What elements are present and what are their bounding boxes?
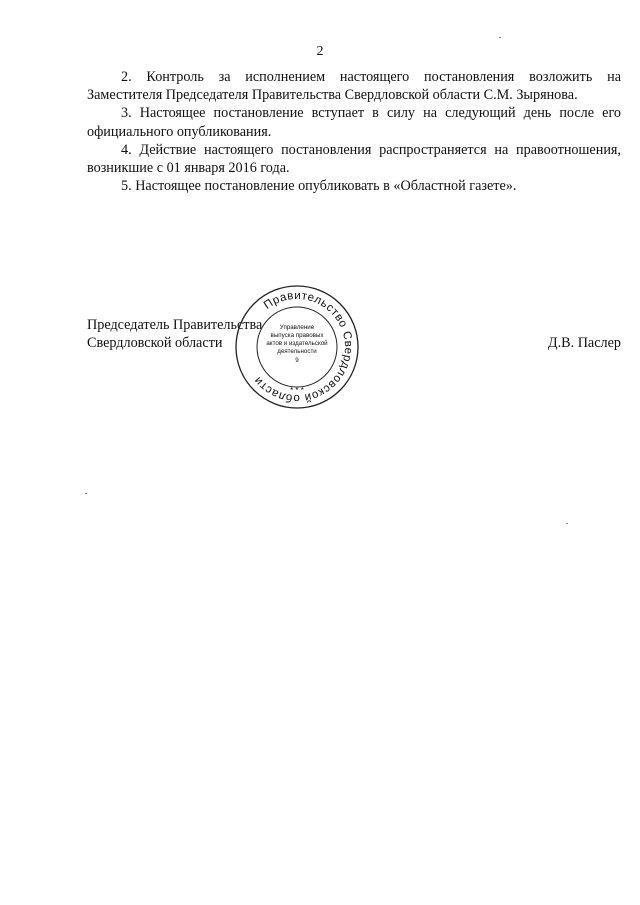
scan-speck (499, 37, 501, 38)
document-body (87, 68, 621, 195)
svg-text:выпуска правовых: выпуска правовых (270, 332, 324, 339)
signer-title-line1: Председатель Правительства (87, 317, 263, 333)
scan-speck (566, 523, 568, 524)
svg-text:Управление: Управление (279, 324, 315, 331)
official-seal (233, 283, 361, 411)
seal-center-text (266, 324, 328, 364)
scan-speck (85, 493, 87, 494)
svg-text:актов и издательской: актов и издательской (266, 340, 328, 347)
paragraph-2: 2. Контроль за исполнением настоящего постановления возложить на Заместителя Председателя Правительства Свердловской области С.М. Зырянова. (87, 69, 621, 104)
paragraph-4: 4. Действие настоящего постановления распространяется на правоотношения, возникшие с 01 января 2016 года. (87, 141, 621, 177)
paragraph-5: 5. Настоящее постановление опубликовать в «Областной газете». (121, 178, 517, 195)
paragraph-3: 3. Настоящее постановление вступает в силу на следующий день после его официального опубликования. (87, 105, 621, 140)
signer-name: Д.В. Паслер (547, 335, 621, 351)
seal-stars: * * * (290, 386, 304, 395)
svg-text:деятельности: деятельности (277, 348, 317, 355)
seal-ring-text: Правительство Свердловской области (251, 289, 355, 405)
svg-text:9: 9 (295, 357, 299, 364)
signer-title-line2: Свердловской области (87, 335, 223, 351)
page-number: 2 (316, 44, 324, 59)
seal-inner-ring (257, 307, 337, 387)
